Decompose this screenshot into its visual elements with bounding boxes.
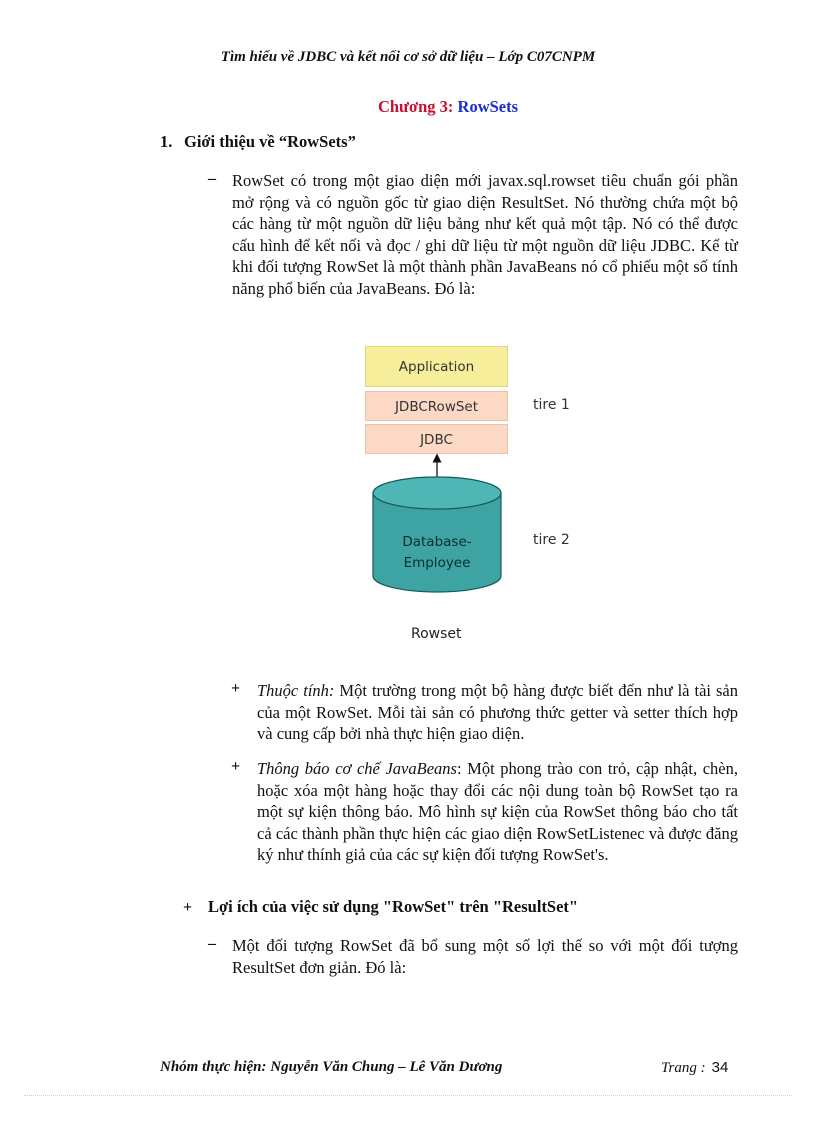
benefits-paragraph: Một đối tượng RowSet đã bổ sung một số lợi thế so với một đối tượng ResultSet đơn giản. Đó là: (232, 936, 738, 977)
page-header: Tìm hiểu về JDBC và kết nối cơ sở dữ liệu – Lớp C07CNPM (220, 49, 596, 65)
page-bottom-rule (24, 1095, 792, 1096)
tier-2-label: tire 2 (533, 532, 570, 548)
plus-marker: + (231, 680, 241, 697)
feature-text: Một trường trong một bộ hàng được biết đến như là tài sản của một RowSet. Mỗi tài sản có phương thức getter và setter thích hợp và cung cấp bởi nhà thực hiện giao diện. (257, 681, 738, 743)
feature-property (257, 680, 738, 745)
feature-term: Thông báo cơ chế JavaBeans (257, 759, 457, 778)
page-number: 34 (711, 1059, 729, 1076)
footer-group: Nhóm thực hiện: Nguyễn Văn Chung – Lê Văn Dương (160, 1059, 503, 1075)
section-heading (160, 132, 356, 152)
feature-text: : Một phong trào con trỏ, cập nhật, chèn, hoặc xóa một hàng hoặc thay đổi các nội dung toàn bộ RowSet tạo ra một sự kiện thông báo. Mô hình sự kiện của RowSet thông báo cho tất cả các thành phần thực hiện các giao diện RowSetListenec và được đăng ký như thính giả của các sự kiện đối tượng RowSet's. (257, 759, 738, 864)
database-cylinder-top (373, 477, 501, 509)
page-label: Trang : (661, 1060, 706, 1076)
section-number: 1. (160, 132, 173, 151)
benefits-heading: Lợi ích của việc sử dụng "RowSet" trên "ResultSet" (208, 897, 579, 916)
diagram-caption: Rowset (411, 626, 462, 642)
plus-marker: + (183, 899, 193, 916)
chapter-title: RowSets (457, 97, 519, 116)
application-box: Application (365, 346, 508, 387)
chapter-heading (0, 97, 816, 117)
tier-1-label: tire 1 (533, 397, 570, 413)
database-label-line1: Database- (402, 534, 472, 550)
database-diagram (360, 448, 520, 598)
section-title: Giới thiệu về “RowSets” (184, 132, 356, 151)
jdbcrowset-box: JDBCRowSet (365, 391, 508, 421)
footer-page (661, 1059, 728, 1077)
chapter-label: Chương 3: (377, 97, 454, 116)
intro-paragraph: RowSet có trong một giao diện mới javax.sql.rowset tiêu chuẩn gói phần mở rộng và có nguồn gốc từ giao diện ResultSet. Nó thường chứa một bộ các hàng từ một nguồn dữ liệu bảng như kết quả một tập. Nó có thể được cấu hình để kết nối và đọc / ghi dữ liệu từ một nguồn dữ liệu JDBC. Kể từ khi đối tượng RowSet là một thành phần JavaBeans nó cổ phiếu một số tính năng phổ biến của JavaBeans. Đó là: (232, 171, 738, 298)
bullet-dash: – (208, 935, 216, 952)
database-label-line2: Employee (403, 555, 471, 571)
plus-marker: + (231, 758, 241, 775)
bullet-dash: – (208, 170, 216, 187)
database-label (373, 532, 501, 574)
jdbc-box: JDBC (365, 424, 508, 454)
feature-term: Thuộc tính: (257, 681, 335, 700)
feature-notification (257, 758, 738, 866)
